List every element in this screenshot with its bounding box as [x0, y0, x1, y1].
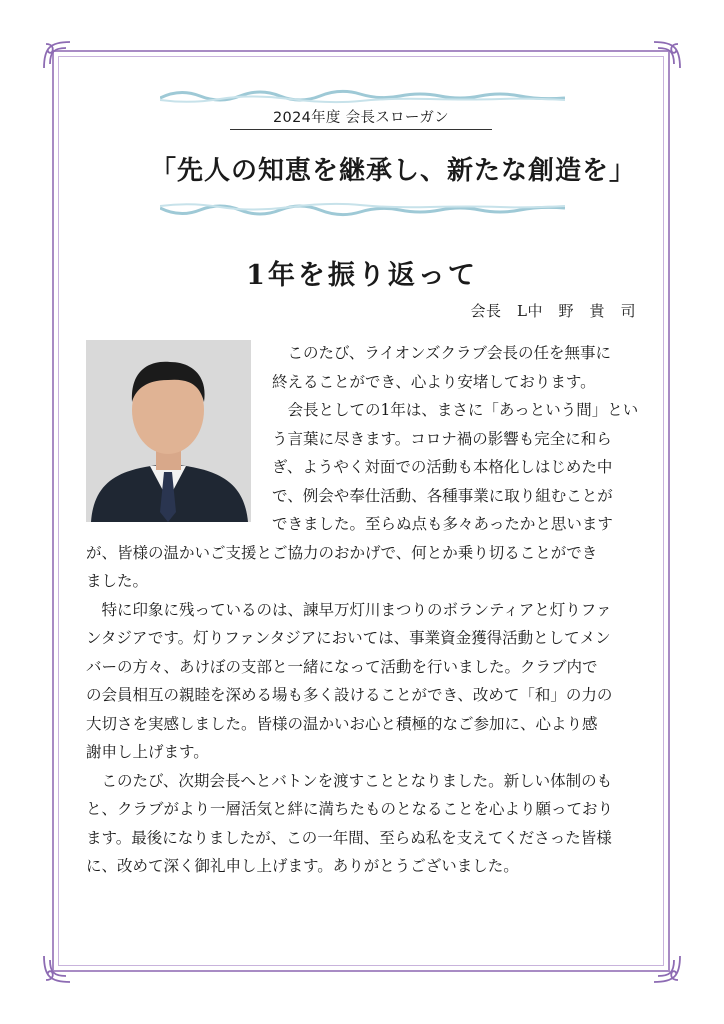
body-line: 大切さを実感しました。皆様の温かいお心と積極的なご参加に、心より感 [86, 714, 598, 733]
body-line: 終えることができ、心より安堵しております。 [272, 372, 596, 391]
body-line: ンタジアです。灯りファンタジアにおいては、事業資金獲得活動としてメン [86, 629, 611, 647]
article-body-main [86, 539, 613, 881]
body-line: う言葉に尽きます。コロナ禍の影響も完全に和ら [272, 429, 612, 448]
wave-ornament-icon [160, 200, 565, 222]
author-byline: 会長 L中 野 貴 司 [470, 302, 636, 320]
body-line: と、クラブがより一層活気と絆に満ちたものとなることを心より願っており [86, 800, 614, 818]
corner-ornament-icon [40, 38, 74, 72]
body-line: 会長としての1年は、まさに「あっという間」とい [272, 401, 639, 419]
body-line: に、改めて深く御礼申し上げます。ありがとうございました。 [86, 857, 519, 875]
corner-ornament-icon [650, 38, 684, 72]
body-line: が、皆様の温かいご支援とご協力のおかげで、何とか乗り切ることができ [86, 543, 598, 562]
slogan-label: 2024年度 会長スローガン [230, 106, 492, 130]
body-line: このたび、ライオンズクラブ会長の任を無事に [272, 344, 611, 362]
body-line: ました。 [86, 572, 149, 590]
corner-ornament-icon [650, 952, 684, 986]
article-body-top [272, 339, 638, 539]
article-title: 1年を振り返って [246, 260, 478, 291]
body-line: 謝申し上げます。 [86, 743, 209, 761]
body-line: できました。至らぬ点も多々あったかと思います [272, 515, 613, 533]
body-line: バーの方々、あけぼの支部と一緒になって活動を行いました。クラブ内で [86, 657, 598, 676]
portrait-photo [86, 340, 251, 522]
body-line: 特に印象に残っているのは、諫早万灯川まつりのボランティアと灯りファ [86, 600, 612, 619]
body-line: このたび、次期会長へとバトンを渡すこととなりました。新しい体制のも [86, 771, 613, 790]
body-line: で、例会や奉仕活動、各種事業に取り組むことが [272, 486, 613, 505]
wave-ornament-icon [160, 84, 565, 106]
corner-ornament-icon [40, 952, 74, 986]
slogan-text: 「先人の知恵を継承し、新たな創造を」 [150, 156, 637, 186]
body-line: ます。最後になりましたが、この一年間、至らぬ私を支えてくださった皆様 [86, 828, 612, 847]
body-line: ぎ、ようやく対面での活動も本格化しはじめた中 [272, 458, 613, 476]
body-line: の会員相互の親睦を深める場も多く設けることができ、改めて「和」の力の [86, 686, 613, 704]
